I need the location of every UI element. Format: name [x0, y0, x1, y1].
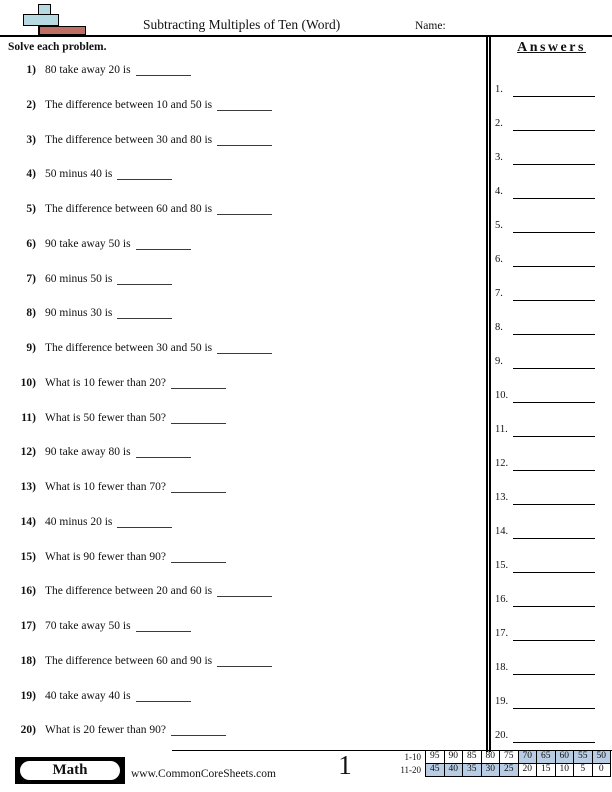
score-row-label: 1-10: [404, 751, 421, 762]
score-cell: 85: [463, 751, 482, 764]
answer-row: [491, 628, 612, 662]
problem-text: The difference between 60 and 90 is: [45, 654, 213, 667]
problem-number: 2): [26, 98, 36, 111]
score-cell: 70: [518, 751, 537, 764]
score-cell: 5: [574, 764, 593, 777]
problem-row: [8, 96, 486, 131]
problem-text: 90 minus 30 is: [45, 307, 113, 320]
score-cell: 95: [426, 751, 445, 764]
answer-row: [491, 424, 612, 458]
answer-line: [513, 560, 595, 573]
answer-row: [491, 458, 612, 492]
answer-number: 18.: [495, 662, 509, 673]
page-number: 1: [338, 750, 352, 780]
problem-row: [8, 617, 486, 652]
score-cell: 55: [574, 751, 593, 764]
answer-blank: [136, 240, 191, 250]
problem-number: 9): [26, 342, 36, 354]
problem-number: 1): [26, 64, 36, 76]
answer-row: [491, 560, 612, 594]
answer-row: [491, 288, 612, 322]
answer-number: 3.: [495, 152, 503, 163]
problem-row: [8, 721, 486, 752]
website-url: www.CommonCoreSheets.com: [131, 768, 276, 780]
answers-list: [491, 84, 612, 752]
problem-number: 10): [20, 376, 36, 389]
answer-line: [513, 84, 595, 97]
answer-blank: [136, 448, 191, 458]
problem-row: [8, 687, 486, 722]
answer-number: 2.: [495, 118, 503, 129]
plus-icon: [40, 16, 49, 24]
subject-badge: [15, 757, 125, 784]
answer-number: 12.: [495, 458, 509, 469]
subject-label: Math: [19, 760, 121, 781]
answer-blank: [171, 379, 226, 389]
problem-number: 6): [26, 237, 36, 250]
answer-number: 6.: [495, 254, 503, 265]
problem-text: 50 minus 40 is: [45, 168, 113, 181]
answer-line: [513, 390, 595, 403]
problem-row: [8, 478, 486, 513]
answer-line: [513, 662, 595, 675]
problem-row: [8, 61, 486, 96]
answer-line: [513, 220, 595, 233]
problem-row: [8, 131, 486, 166]
answer-line: [513, 254, 595, 267]
answer-blank: [217, 344, 272, 354]
answer-blank: [217, 587, 272, 597]
problems-list: [8, 61, 486, 752]
plus-minus-logo-icon: [0, 0, 100, 37]
problem-number: 8): [26, 307, 36, 320]
minus-icon: [39, 26, 86, 35]
problem-row: [8, 513, 486, 548]
answer-line: [513, 186, 595, 199]
answer-row: [491, 492, 612, 526]
score-cell: 15: [537, 764, 556, 777]
problem-row: [8, 200, 486, 235]
problem-text: The difference between 30 and 80 is: [45, 133, 213, 146]
answers-panel: [486, 37, 612, 752]
problem-text: What is 20 fewer than 90?: [45, 724, 167, 737]
answer-line: [513, 356, 595, 369]
answer-row: [491, 730, 612, 752]
score-cell: 75: [500, 751, 519, 764]
answer-blank: [136, 66, 191, 76]
problem-number: 16): [20, 585, 36, 598]
problem-row: [8, 270, 486, 305]
problem-text: What is 10 fewer than 20?: [45, 376, 167, 389]
answer-blank: [136, 622, 191, 632]
problem-number: 14): [20, 515, 36, 528]
problem-row: [8, 582, 486, 617]
problem-text: 40 take away 40 is: [45, 689, 131, 702]
problem-number: 18): [20, 654, 36, 667]
footer: [0, 752, 612, 792]
problem-text: The difference between 20 and 60 is: [45, 585, 213, 598]
answer-number: 9.: [495, 356, 503, 367]
answer-number: 16.: [495, 594, 509, 605]
answer-line: [513, 458, 595, 471]
answer-line: [513, 492, 595, 505]
problem-text: 90 take away 80 is: [45, 446, 131, 459]
answer-row: [491, 322, 612, 356]
main-area: [0, 37, 612, 752]
answers-heading: Answers: [517, 40, 586, 55]
problem-number: 15): [20, 550, 36, 563]
answer-blank: [217, 657, 272, 667]
problem-number: 17): [20, 620, 36, 632]
page-title: Subtracting Multiples of Ten (Word): [143, 17, 341, 32]
problem-text: What is 10 fewer than 70?: [45, 481, 167, 493]
score-cell: 80: [481, 751, 500, 764]
score-cell: 50: [592, 751, 611, 764]
problem-number: 7): [26, 272, 36, 285]
answer-row: [491, 84, 612, 118]
problem-number: 13): [20, 481, 36, 493]
answer-blank: [171, 414, 226, 424]
score-cell: 0: [592, 764, 611, 777]
problem-text: 80 take away 20 is: [45, 64, 131, 76]
problem-row: [8, 548, 486, 583]
problem-text: What is 90 fewer than 90?: [45, 550, 167, 563]
answer-number: 11.: [495, 424, 508, 435]
problem-text: 40 minus 20 is: [45, 515, 113, 528]
answer-blank: [217, 205, 272, 215]
problem-row: [8, 165, 486, 200]
answer-number: 13.: [495, 492, 509, 503]
score-grid: [396, 750, 612, 777]
answer-row: [491, 118, 612, 152]
answer-row: [491, 594, 612, 628]
answer-blank: [171, 726, 226, 736]
problem-text: 60 minus 50 is: [45, 272, 113, 285]
answer-line: [513, 288, 595, 301]
problem-row: [8, 235, 486, 270]
score-cell: 35: [463, 764, 482, 777]
problem-number: 12): [20, 446, 36, 459]
answer-number: 8.: [495, 322, 503, 333]
header: [0, 0, 612, 37]
answer-line: [513, 152, 595, 165]
answer-blank: [171, 483, 226, 493]
answer-blank: [117, 170, 172, 180]
problem-row: [8, 339, 486, 374]
answer-row: [491, 152, 612, 186]
problem-row: [8, 374, 486, 409]
score-cell: 20: [518, 764, 537, 777]
answer-blank: [136, 692, 191, 702]
instructions: Solve each problem.: [8, 41, 107, 53]
answer-blank: [217, 136, 272, 146]
answer-row: [491, 390, 612, 424]
answer-blank: [217, 101, 272, 111]
problem-row: [8, 443, 486, 478]
problem-number: 11): [21, 411, 36, 424]
answer-row: [491, 220, 612, 254]
answer-blank: [117, 275, 172, 285]
answer-number: 10.: [495, 390, 509, 401]
answer-number: 20.: [495, 730, 509, 741]
score-cell: 65: [537, 751, 556, 764]
score-cell: 45: [426, 764, 445, 777]
answer-blank: [171, 553, 226, 563]
answer-blank: [117, 518, 172, 528]
answer-row: [491, 356, 612, 390]
score-cell: 25: [500, 764, 519, 777]
answer-number: 7.: [495, 288, 503, 299]
score-cell: 60: [555, 751, 574, 764]
score-cell: 30: [481, 764, 500, 777]
answer-line: [513, 594, 595, 607]
problem-row: [8, 409, 486, 444]
problem-text: The difference between 30 and 50 is: [45, 342, 213, 354]
answer-number: 4.: [495, 186, 503, 197]
answer-blank: [117, 309, 172, 319]
problem-row: [8, 304, 486, 339]
answer-line: [513, 526, 595, 539]
problems-column: [0, 37, 486, 752]
answer-line: [513, 424, 595, 437]
answer-number: 1.: [495, 84, 503, 95]
answer-row: [491, 696, 612, 730]
problem-text: 70 take away 50 is: [45, 620, 131, 632]
problem-text: 90 take away 50 is: [45, 237, 131, 250]
answer-line: [513, 730, 595, 743]
answer-line: [513, 696, 595, 709]
problem-number: 19): [20, 689, 36, 702]
score-row-label: 11-20: [400, 764, 421, 775]
answer-number: 19.: [495, 696, 509, 707]
answer-row: [491, 662, 612, 696]
answer-number: 5.: [495, 220, 503, 231]
problem-number: 3): [26, 133, 36, 146]
answer-row: [491, 526, 612, 560]
score-cell: 40: [444, 764, 463, 777]
name-label: Name:: [415, 20, 446, 32]
problem-text: The difference between 60 and 80 is: [45, 203, 213, 215]
answer-number: 17.: [495, 628, 509, 639]
problem-text: The difference between 10 and 50 is: [45, 98, 213, 111]
answer-number: 14.: [495, 526, 509, 537]
score-cell: 10: [555, 764, 574, 777]
answer-line: [513, 118, 595, 131]
problem-text: What is 50 fewer than 50?: [45, 411, 167, 424]
problem-number: 4): [26, 168, 36, 181]
answer-number: 15.: [495, 560, 509, 571]
problem-number: 20): [20, 724, 36, 737]
answer-row: [491, 254, 612, 288]
answer-line: [513, 628, 595, 641]
problem-number: 5): [26, 203, 36, 215]
answer-line: [513, 322, 595, 335]
answer-row: [491, 186, 612, 220]
score-cell: 90: [444, 751, 463, 764]
problem-row: [8, 652, 486, 687]
